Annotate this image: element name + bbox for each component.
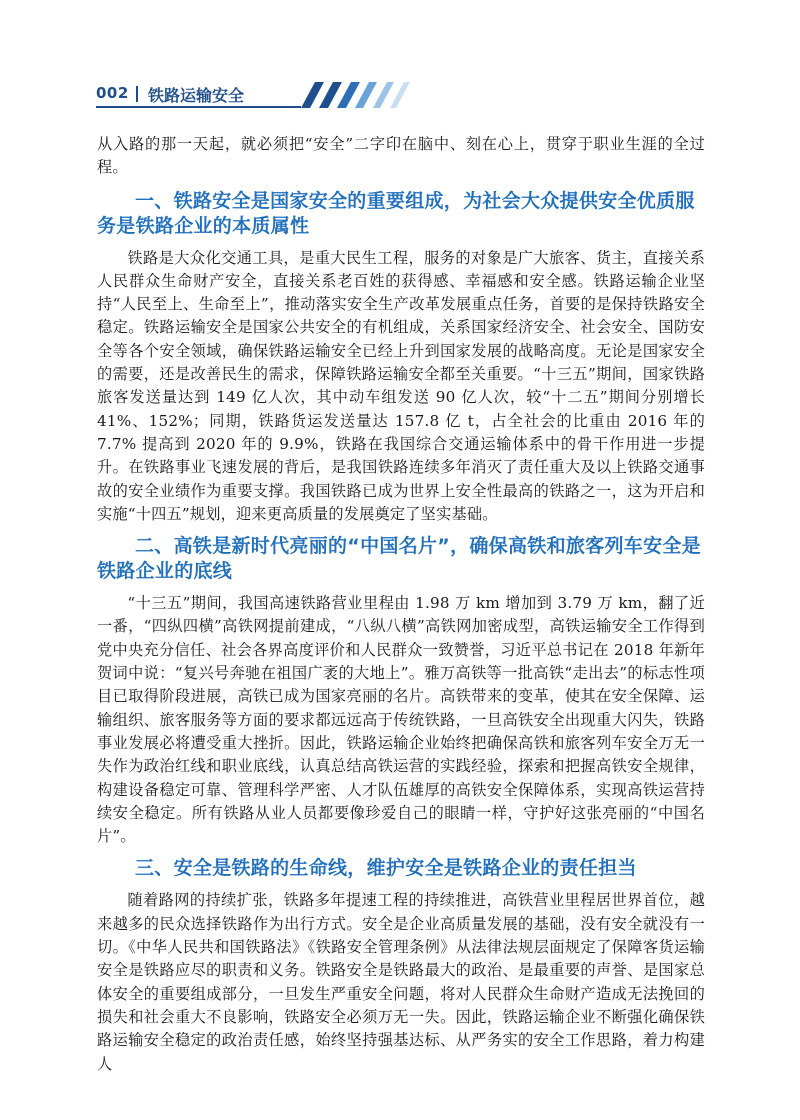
running-header bbox=[96, 82, 706, 110]
header-rule bbox=[96, 106, 301, 108]
intro-paragraph: 从入路的那一天起，就必须把“安全”二字印在脑中、刻在心上，贯穿于职业生涯的全过程。 bbox=[97, 135, 705, 177]
page-number: 002 bbox=[96, 84, 129, 102]
section-2-heading: 二、高铁是新时代亮丽的“中国名片”，确保高铁和旅客列车安全是铁路企业的底线 bbox=[97, 535, 701, 583]
running-title: 铁路运输安全 bbox=[148, 86, 245, 105]
section-1-heading: 一、铁路安全是国家安全的重要组成，为社会大众提供安全优质服务是铁路企业的本质属性 bbox=[97, 189, 695, 237]
section-3-paragraph: 随着路网的持续扩张，铁路多年提速工程的持续推进，高铁营业里程居世界首位，越来越多的民众选择铁路作为出行方式。安全是企业高质量发展的基础，没有安全就没有一切。《中华人民共和国铁路法》《铁路安全管理条例》从法律法规层面规定了保障客货运输安全是铁路应尽的职责和义务。铁路安全是铁路最大的政治、是最重要的声誉、是国家总体安全的重要组成部分，一旦发生严重安全问题，将对人民群众生命财产造成无法挽回的损失和社会重大不良影响，铁路安全必须万无一失。因此，铁路运输企业不断强化确保铁路运输安全稳定的政治责任感，始终坚持强基达标、从严务实的安全工作思路，着力构建人 bbox=[97, 891, 705, 1073]
header-stripes-decoration bbox=[291, 82, 416, 108]
page-body bbox=[97, 133, 705, 1076]
section-2-paragraph: “十三五”期间，我国高速铁路营业里程由 1.98 万 km 增加到 3.79 万 km，翻了近一番，“四纵四横”高铁网提前建成，“八纵八横”高铁网加密成型，高铁运输安全工作得到党中央充分信任、社会各界高度评价和人民群众一致赞誉，习近平总书记在 2018 年新年贺词中说：“复兴号奔驰在祖国广袤的大地上”。雅万高铁等一批高铁“走出去”的标志性项目已取得阶段进展，高铁已成为国家亮丽的名片。高铁带来的变革，使其在安全保障、运输组织、旅客服务等方面的要求都远远高于传统铁路，一旦高铁安全出现重大闪失，铁路事业发展必将遭受重大挫折。因此，铁路运输企业始终把确保高铁和旅客列车安全万无一失作为政治红线和职业底线，认真总结高铁运营的实践经验，探索和把握高铁安全规律，构建设备稳定可靠、管理科学严密、人才队伍雄厚的高铁安全保障体系，实现高铁运营持续安全稳定。所有铁路从业人员都要像珍爱自己的眼睛一样，守护好这张亮丽的“中国名片”。 bbox=[97, 594, 705, 846]
section-3-heading: 三、安全是铁路的生命线，维护安全是铁路企业的责任担当 bbox=[135, 857, 637, 880]
section-1-paragraph: 铁路是大众化交通工具，是重大民生工程，服务的对象是广大旅客、货主，直接关系人民群众生命财产安全，直接关系老百姓的获得感、幸福感和安全感。铁路运输企业坚持“人民至上、生命至上”，推动落实安全生产改革发展重点任务，首要的是保持铁路安全稳定。铁路运输安全是国家公共安全的有机组成，关系国家经济安全、社会安全、国防安全等各个安全领域，确保铁路运输安全已经上升到国家发展的战略高度。无论是国家安全的需要，还是改善民生的需求，保障铁路运输安全都至关重要。“十三五”期间，国家铁路旅客发送量达到 149 亿人次，其中动车组发送 90 亿人次，较“十二五”期间分别增长 41%、152%；同期，铁路货运发送量达 157.8 亿 t，占全社会的比重由 2016 年的 7.7% 提高到 2020 年的 9.9%，铁路在我国综合交通运输体系中的骨干作用进一步提升。在铁路事业飞速发展的背后，是我国铁路连续多年消灭了责任重大及以上铁路交通事故的安全业绩作为重要支撑。我国铁路已成为世界上安全性最高的铁路之一，这为开启和实施“十四五”规划，迎来更高质量的发展奠定了坚实基础。 bbox=[97, 248, 705, 523]
header-separator bbox=[136, 86, 138, 102]
